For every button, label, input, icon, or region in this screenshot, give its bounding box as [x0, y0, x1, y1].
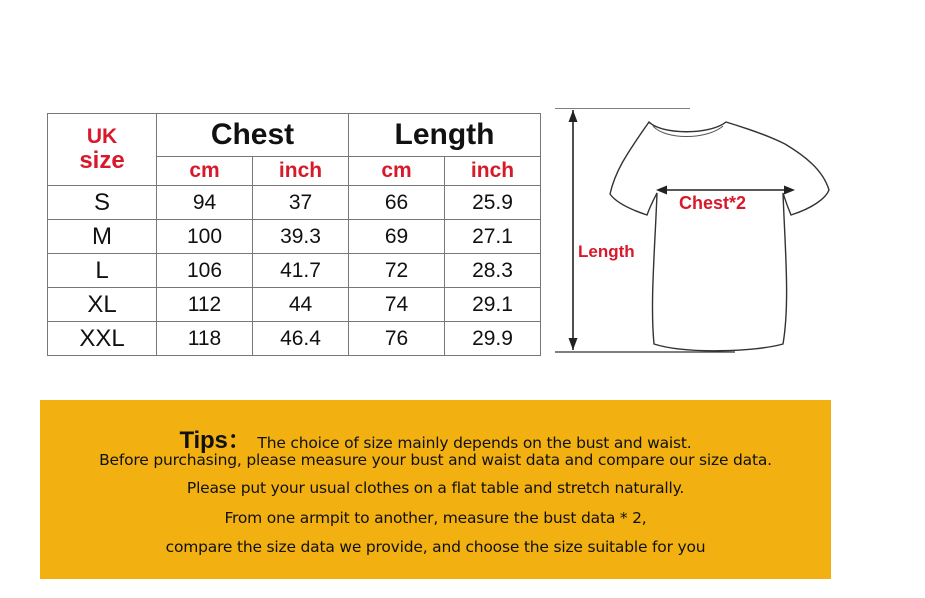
- length-cm-cell: 74: [349, 288, 445, 322]
- length-cm-cell: 69: [349, 220, 445, 254]
- chest-cm-cell: 106: [157, 254, 253, 288]
- length-inch-cell: 27.1: [445, 220, 541, 254]
- chest-inch-cell: 39.3: [253, 220, 349, 254]
- tips-line-5: compare the size data we provide, and choose the size suitable for you: [165, 538, 706, 556]
- length-inch-cell: 29.9: [445, 322, 541, 356]
- uk-label: UK: [86, 124, 118, 148]
- length-inch-cell: 29.1: [445, 288, 541, 322]
- size-label: size: [79, 146, 125, 174]
- tips-line-3: Please put your usual clothes on a flat table and stretch naturally.: [186, 479, 685, 497]
- table-row: [48, 288, 541, 322]
- size-chart-table: [47, 113, 541, 356]
- length-inch-cell: 25.9: [445, 186, 541, 220]
- unit-length-inch: inch: [445, 157, 541, 186]
- table-row: [48, 254, 541, 288]
- length-cm-cell: 66: [349, 186, 445, 220]
- length-header: Length: [349, 114, 541, 157]
- chest-cm-cell: 112: [157, 288, 253, 322]
- length-cm-cell: 72: [349, 254, 445, 288]
- length-measure-lines: [555, 108, 735, 352]
- size-cell: S: [48, 186, 157, 220]
- chest-cm-cell: 100: [157, 220, 253, 254]
- size-cell: M: [48, 220, 157, 254]
- tips-line-2: Before purchasing, please measure your bust and waist data and compare our size data.: [99, 451, 772, 469]
- uk-size-header: [48, 114, 157, 186]
- tips-line-1: [40, 420, 831, 455]
- chest-cm-cell: 94: [157, 186, 253, 220]
- length-cm-cell: 76: [349, 322, 445, 356]
- tshirt-measurement-diagram: [555, 108, 840, 360]
- header-row: [48, 114, 541, 157]
- chest-cm-cell: 118: [157, 322, 253, 356]
- size-cell: L: [48, 254, 157, 288]
- tips-title: Tips：: [179, 427, 252, 454]
- unit-chest-cm: cm: [157, 157, 253, 186]
- unit-chest-inch: inch: [253, 157, 349, 186]
- tips-panel: [40, 400, 831, 579]
- table-row: [48, 186, 541, 220]
- tshirt-outline-icon: [610, 122, 829, 351]
- chest-inch-cell: 46.4: [253, 322, 349, 356]
- length-measure-label: Length: [578, 242, 635, 261]
- table-row: [48, 220, 541, 254]
- tips-text-1: The choice of size mainly depends on the bust and waist.: [257, 434, 692, 452]
- table-row: [48, 322, 541, 356]
- length-inch-cell: 28.3: [445, 254, 541, 288]
- chest-inch-cell: 41.7: [253, 254, 349, 288]
- tips-line-4: From one armpit to another, measure the bust data * 2,: [224, 509, 647, 527]
- chest-measure-label: Chest*2: [679, 193, 747, 213]
- size-cell: XXL: [48, 322, 157, 356]
- unit-length-cm: cm: [349, 157, 445, 186]
- chest-inch-cell: 44: [253, 288, 349, 322]
- chest-inch-cell: 37: [253, 186, 349, 220]
- chest-header: Chest: [157, 114, 349, 157]
- size-cell: XL: [48, 288, 157, 322]
